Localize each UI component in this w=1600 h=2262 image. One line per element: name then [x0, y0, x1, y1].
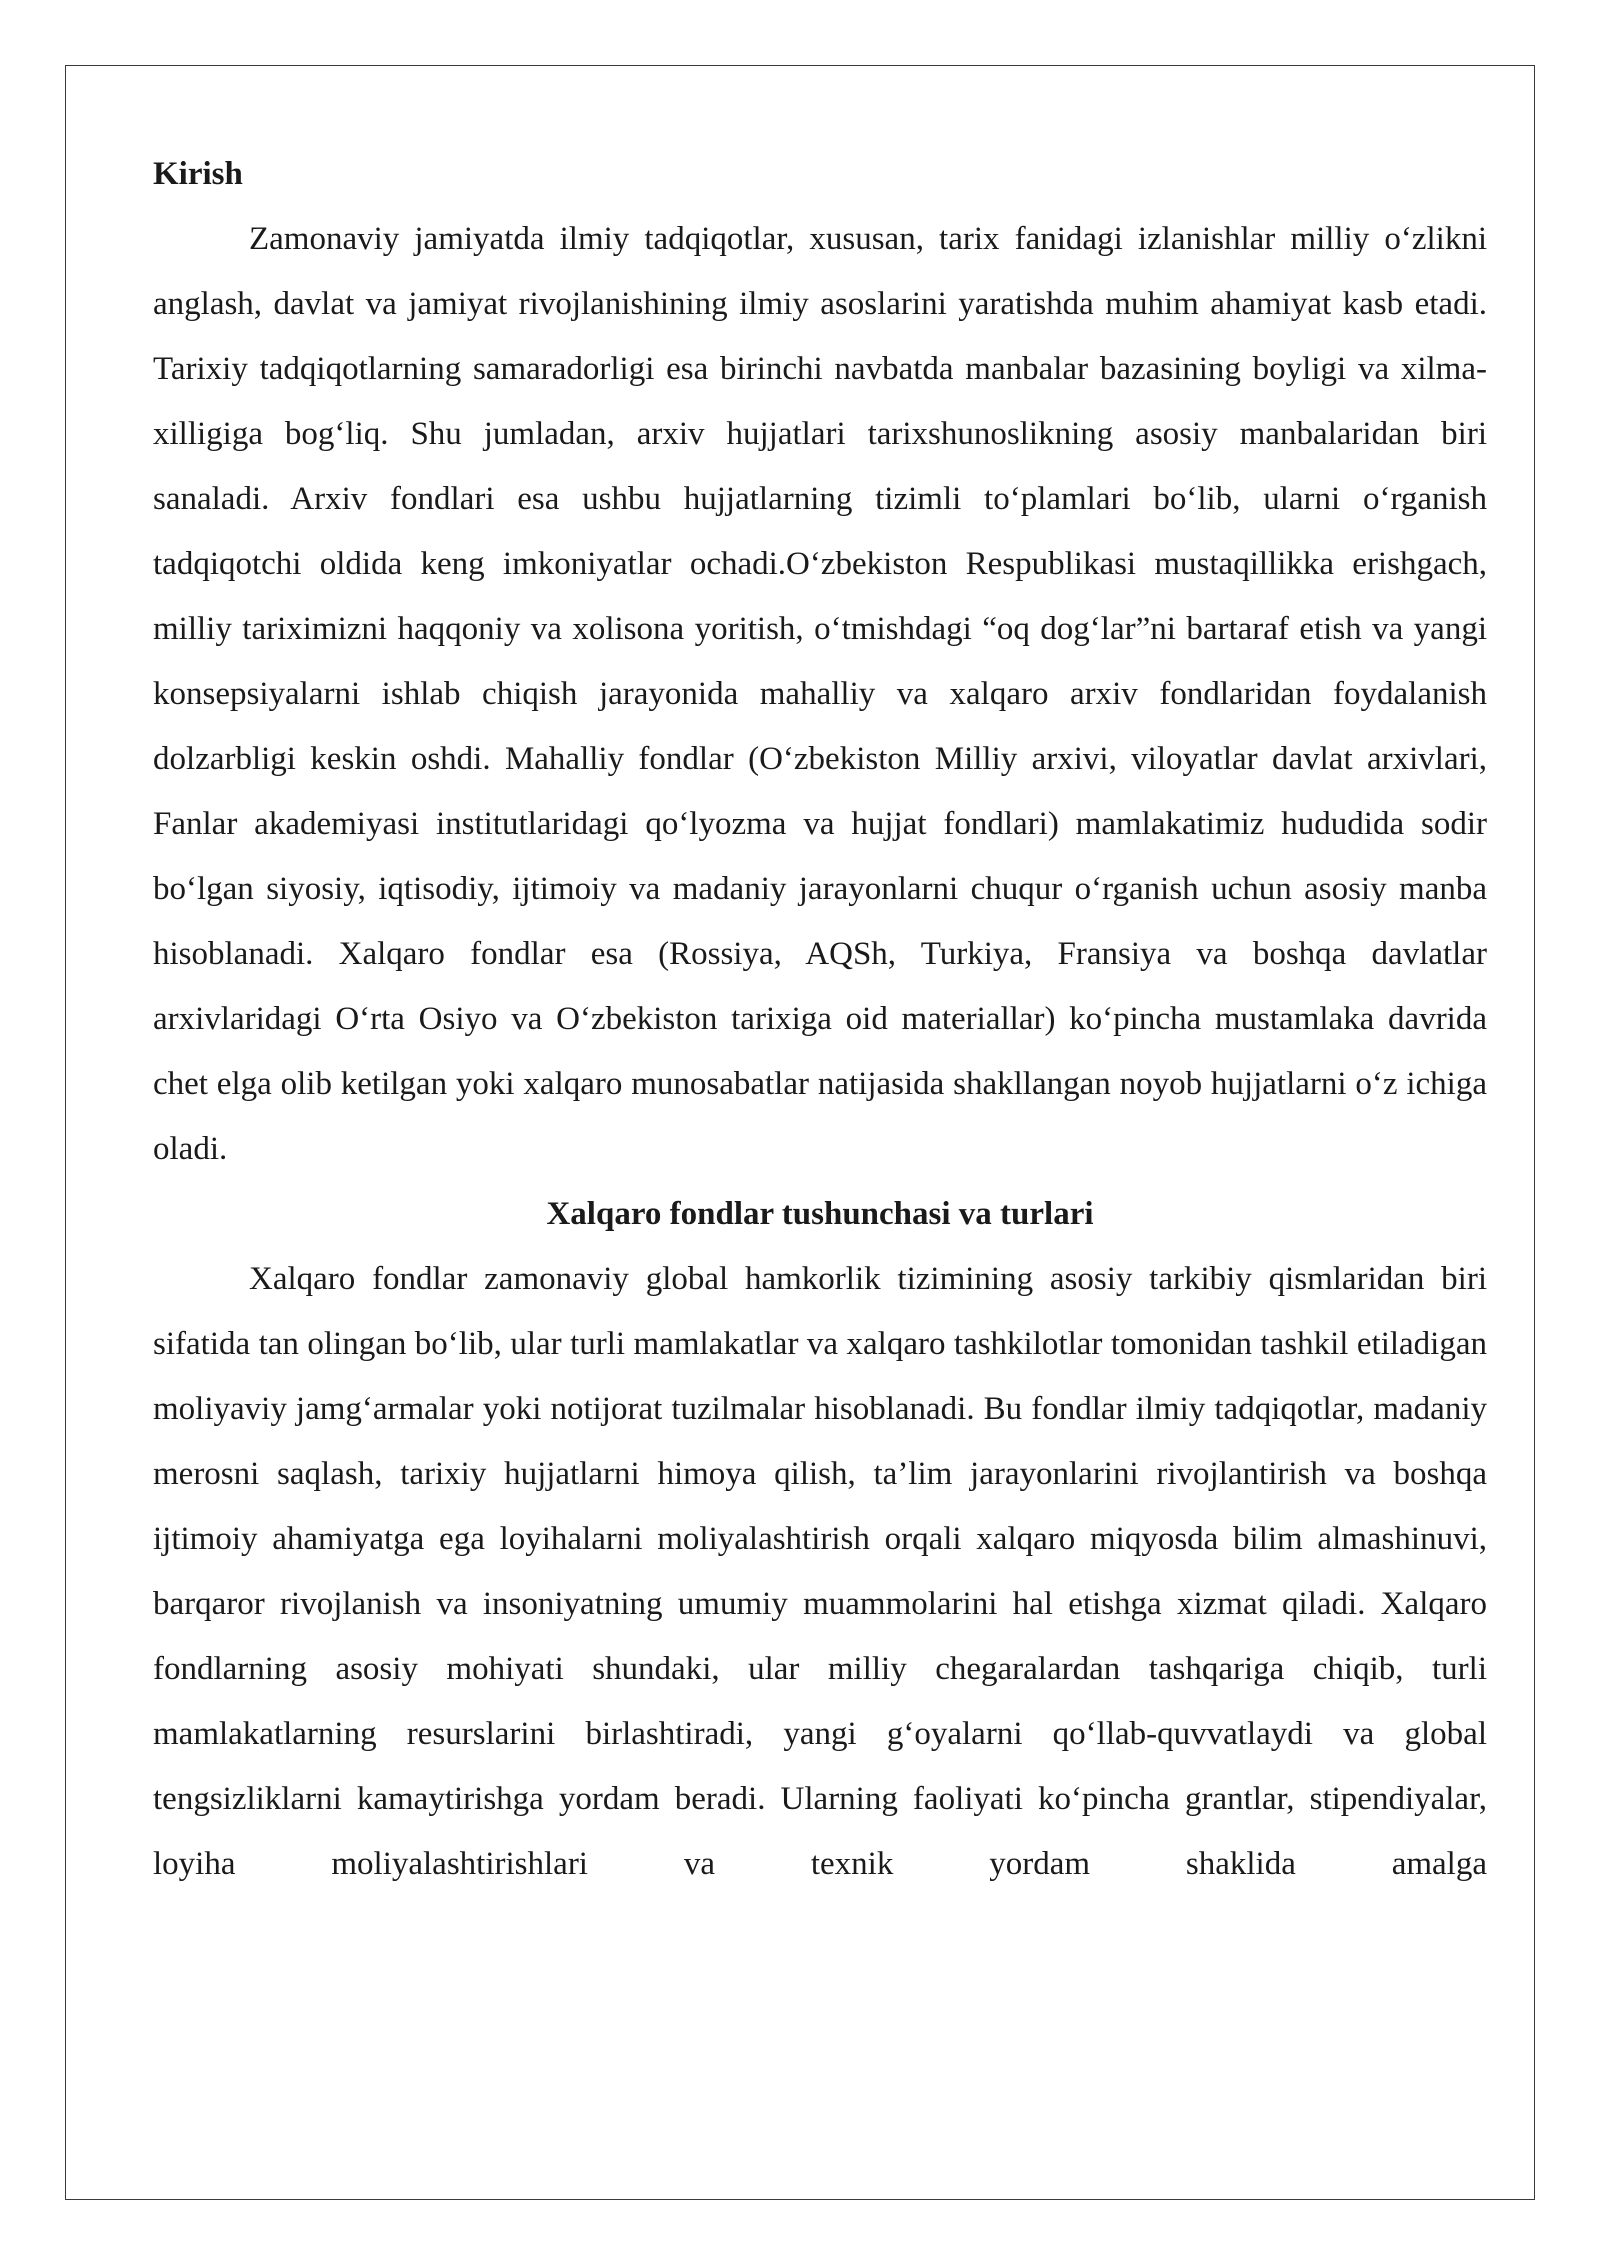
section-heading-kirish: Kirish — [153, 156, 243, 192]
paragraph-kirish: Zamonaviy jamiyatda ilmiy tadqiqotlar, xususan, tarix fanidagi izlanishlar milliy o‘zlikni anglash, davlat va jamiyat rivojlanishining ilmiy asoslarini yaratishda muhim ahamiyat kasb etadi. Tarixiy tadqiqotlarning samaradorligi esa birinchi navbatda manbalar bazasining boyligi va xilma-xilligiga bog‘liq. Shu jumladan, arxiv hujjatlari tarixshunoslikning asosiy manbalaridan biri sanaladi. Arxiv fondlari esa ushbu hujjatlarning tizimli to‘plamlari bo‘lib, ularni o‘rganish tadqiqotchi oldida keng imkoniyatlar ochadi.O‘zbekiston Respublikasi mustaqillikka erishgach, milliy tariximizni haqqoniy va xolisona yoritish, o‘tmishdagi “oq dog‘lar”ni bartaraf etish va yangi konsepsiyalarni ishlab chiqish jarayonida mahalliy va xalqaro arxiv fondlaridan foydalanish dolzarbligi keskin oshdi. Mahalliy fondlar (O‘zbekiston Milliy arxivi, viloyatlar davlat arxivlari, Fanlar akademiyasi institutlaridagi qo‘lyozma va hujjat fondlari) mamlakatimiz hududida sodir bo‘lgan siyosiy, iqtisodiy, ijtimoiy va madaniy jarayonlarni chuqur o‘rganish uchun asosiy manba hisoblanadi. Xalqaro fondlar esa (Rossiya, AQSh, Turkiya, Fransiya va boshqa davlatlar arxivlaridagi O‘rta Osiyo va O‘zbekiston tarixiga oid materiallar) ko‘pincha mustamlaka davrida chet elga olib ketilgan yoki xalqaro munosabatlar natijasida shakllangan noyob hujjatlarni o‘z ichiga oladi. — [153, 221, 1487, 1167]
section-heading-xalqaro-fondlar: Xalqaro fondlar tushunchasi va turlari — [546, 1196, 1094, 1232]
paragraph-xalqaro-fondlar: Xalqaro fondlar zamonaviy global hamkorlik tizimining asosiy tarkibiy qismlaridan biri sifatida tan olingan bo‘lib, ular turli mamlakatlar va xalqaro tashkilotlar tomonidan tashkil etiladigan moliyaviy jamg‘armalar yoki notijorat tuzilmalar hisoblanadi. Bu fondlar ilmiy tadqiqotlar, madaniy merosni saqlash, tarixiy hujjatlarni himoya qilish, ta’lim jarayonlarini rivojlantirish va boshqa ijtimoiy ahamiyatga ega loyihalarni moliyalashtirish orqali xalqaro miqyosda bilim almashinuvi, barqaror rivojlanish va insoniyatning umumiy muammolarini hal etishga xizmat qiladi. Xalqaro fondlarning asosiy mohiyati shundaki, ular milliy chegaralardan tashqariga chiqib, turli mamlakatlarning resurslarini birlashtiradi, yangi g‘oyalarni qo‘llab-quvvatlaydi va global tengsizliklarni kamaytirishga yordam beradi. Ularning faoliyati ko‘pincha grantlar, stipendiyalar, loyiha moliyalashtirishlari va texnik yordam shaklida amalga — [153, 1261, 1487, 1882]
document-body — [153, 142, 1487, 1897]
